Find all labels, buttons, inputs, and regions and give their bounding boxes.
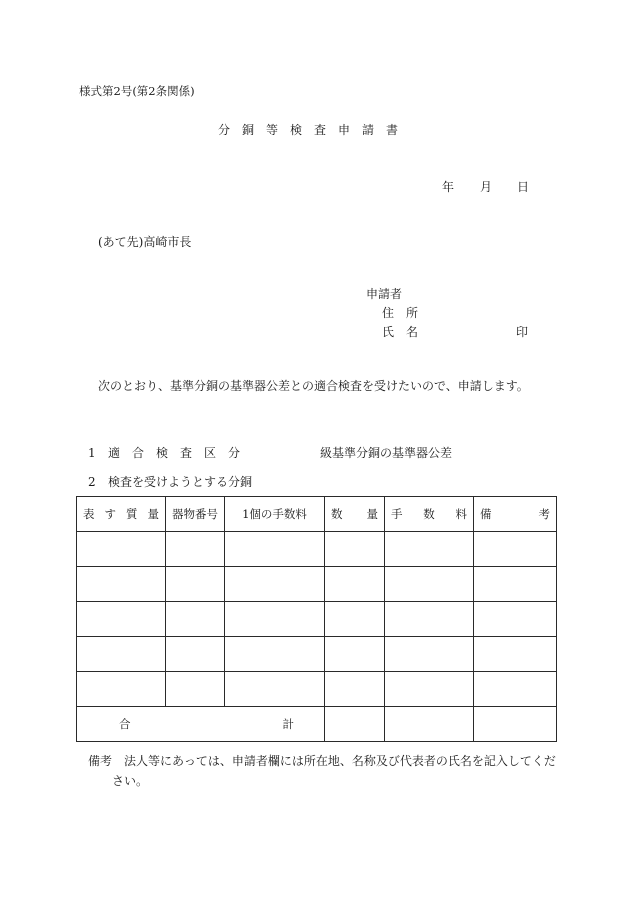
- header-quantity: 数 量: [325, 497, 385, 532]
- date-day-label: 日: [517, 180, 530, 194]
- remarks-cell[interactable]: [474, 672, 557, 707]
- remarks-cell[interactable]: [474, 637, 557, 672]
- fee-cell[interactable]: [385, 532, 474, 567]
- applicant-label: 申請者: [366, 287, 403, 301]
- nominal-mass-cell[interactable]: [77, 532, 166, 567]
- fee-per-unit-cell[interactable]: [225, 602, 325, 637]
- table-total-row: [77, 707, 557, 742]
- fee-cell[interactable]: [385, 567, 474, 602]
- item-1-label: 適 合 検 査 区 分: [108, 446, 241, 460]
- date-year-label: 年: [442, 180, 455, 194]
- fee-cell[interactable]: [385, 637, 474, 672]
- request-statement: 次のとおり、基準分銅の基準器公差との適合検査を受けたいので、申請します。: [98, 379, 529, 393]
- fee-cell[interactable]: [385, 602, 474, 637]
- instrument-number-cell[interactable]: [166, 672, 225, 707]
- instrument-number-cell[interactable]: [166, 602, 225, 637]
- quantity-cell[interactable]: [325, 637, 385, 672]
- quantity-cell[interactable]: [325, 602, 385, 637]
- table-row: [77, 637, 557, 672]
- total-label-cell: 合 計: [77, 707, 325, 742]
- table-header-row: [77, 497, 557, 532]
- applicant-address-label: 住 所: [382, 306, 419, 320]
- remarks-cell[interactable]: [474, 602, 557, 637]
- fee-per-unit-cell[interactable]: [225, 672, 325, 707]
- remarks-text-line-2: さい。: [112, 774, 149, 788]
- weights-table: [76, 496, 557, 742]
- quantity-cell[interactable]: [325, 567, 385, 602]
- header-fee: 手 数 料: [385, 497, 474, 532]
- quantity-cell[interactable]: [325, 672, 385, 707]
- seal-mark: 印: [516, 325, 529, 339]
- fee-per-unit-cell[interactable]: [225, 637, 325, 672]
- fee-per-unit-cell[interactable]: [225, 567, 325, 602]
- document-title: 分 銅 等 検 査 申 請 書: [218, 123, 399, 137]
- item-2-number: 2: [88, 475, 96, 489]
- item-1-value: 級基準分銅の基準器公差: [320, 446, 453, 460]
- header-nominal-mass: 表 す 質 量: [77, 497, 166, 532]
- total-remarks-cell[interactable]: [474, 707, 557, 742]
- remarks-cell[interactable]: [474, 532, 557, 567]
- table-row: [77, 602, 557, 637]
- fee-cell[interactable]: [385, 672, 474, 707]
- nominal-mass-cell[interactable]: [77, 567, 166, 602]
- total-fee-cell[interactable]: [385, 707, 474, 742]
- table-row: [77, 672, 557, 707]
- item-2-label: 検査を受けようとする分銅: [108, 475, 253, 489]
- nominal-mass-cell[interactable]: [77, 672, 166, 707]
- nominal-mass-cell[interactable]: [77, 602, 166, 637]
- form-number: 様式第2号(第2条関係): [79, 84, 195, 98]
- addressee: (あて先)高崎市長: [98, 235, 192, 249]
- total-quantity-cell[interactable]: [325, 707, 385, 742]
- quantity-cell[interactable]: [325, 532, 385, 567]
- remarks-text-line-1: 法人等にあっては、申請者欄には所在地、名称及び代表者の氏名を記入してくだ: [124, 754, 556, 768]
- nominal-mass-cell[interactable]: [77, 637, 166, 672]
- header-remarks: 備 考: [474, 497, 557, 532]
- instrument-number-cell[interactable]: [166, 532, 225, 567]
- instrument-number-cell[interactable]: [166, 637, 225, 672]
- header-fee-per-unit: 1個の手数料: [225, 497, 325, 532]
- table-row: [77, 532, 557, 567]
- item-1-number: 1: [88, 446, 96, 460]
- instrument-number-cell[interactable]: [166, 567, 225, 602]
- header-instrument-number: 器物番号: [166, 497, 225, 532]
- remarks-label: 備考: [88, 754, 113, 768]
- applicant-name-label: 氏 名: [382, 325, 419, 339]
- date-month-label: 月: [480, 180, 493, 194]
- remarks-cell[interactable]: [474, 567, 557, 602]
- fee-per-unit-cell[interactable]: [225, 532, 325, 567]
- table-row: [77, 567, 557, 602]
